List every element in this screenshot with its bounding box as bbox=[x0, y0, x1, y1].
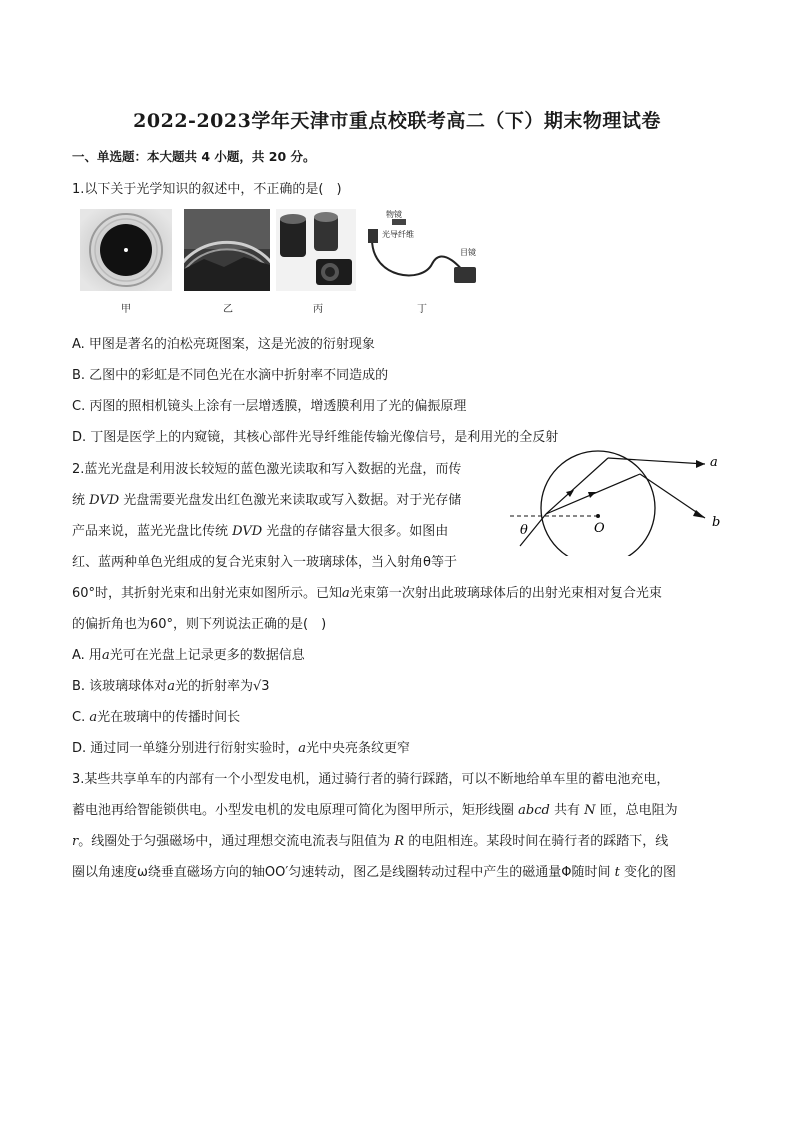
q2-line-1: 2.蓝光光盘是利用波长较短的蓝色激光读取和写入数据的光盘，而传 bbox=[72, 462, 462, 477]
question-1-stem: 1.以下关于光学知识的叙述中，不正确的是( ) bbox=[72, 182, 342, 197]
q2-var: a bbox=[298, 741, 307, 756]
q1-option-c: C. 丙图的照相机镜头上涂有一层增透膜，增透膜利用了光的偏振原理 bbox=[72, 399, 467, 414]
q2-text: 光盘需要光盘发出红色激光来读取或写入数据。对于光存储 bbox=[119, 493, 462, 508]
q3-text: 圈以角速度ω绕垂直磁场方向的轴OO′匀速转动，图乙是线圈转动过程中产生的磁通量Φ随时间 bbox=[72, 865, 615, 880]
q3-line-3 bbox=[72, 830, 722, 849]
q2-option-a bbox=[72, 644, 305, 663]
center-label: O bbox=[594, 521, 605, 536]
q2-text: 产品来说，蓝光光盘比传统 bbox=[72, 524, 233, 539]
poisson-spot-image bbox=[80, 209, 172, 291]
question-1-figures bbox=[78, 209, 480, 313]
q2-line-5 bbox=[72, 582, 662, 601]
q2-line-3 bbox=[72, 520, 448, 539]
q3-text: 共有 bbox=[549, 803, 585, 818]
q2-option-d bbox=[72, 737, 410, 756]
fiber-label: 光导纤维 bbox=[382, 230, 414, 239]
endoscope-image bbox=[362, 209, 480, 291]
q2-text: A. 用 bbox=[72, 648, 102, 663]
q3-text: 的电阻相连。某段时间在骑行者的踩踏下，线 bbox=[404, 834, 669, 849]
ray-b-label: b bbox=[712, 515, 721, 530]
q3-var: t bbox=[614, 865, 620, 880]
page-title: 2022-2023学年天津市重点校联考高二（下）期末物理试卷 bbox=[133, 110, 661, 132]
q3-var: R bbox=[394, 834, 405, 849]
eyepiece-label: 目镜 bbox=[460, 248, 476, 257]
q2-text: C. bbox=[72, 710, 90, 725]
q2-option-b bbox=[72, 675, 270, 694]
q2-text: D. 通过同一单缝分别进行衍射实验时， bbox=[72, 741, 299, 756]
camera-lens-image bbox=[276, 209, 356, 291]
q2-text: 光的折射率为√3 bbox=[174, 679, 270, 694]
caption-ding: 丁 bbox=[417, 304, 427, 315]
q2-text: 光中央亮条纹更窄 bbox=[306, 741, 411, 756]
caption-jia: 甲 bbox=[121, 304, 131, 315]
q3-text: 变化的图 bbox=[619, 865, 677, 880]
q2-text: 统 bbox=[72, 493, 90, 508]
q2-text: 60°时，其折射光束和出射光束如图所示。已知 bbox=[72, 586, 343, 601]
section-heading: 一、单选题：本大题共 4 小题，共 20 分。 bbox=[72, 149, 316, 164]
q3-text: 匝，总电阻为 bbox=[595, 803, 678, 818]
q3-line-4 bbox=[72, 861, 722, 880]
q3-text: 蓄电池再给智能锁供电。小型发电机的发电原理可简化为图甲所示，矩形线圈 bbox=[72, 803, 519, 818]
q3-var: r bbox=[72, 834, 79, 849]
q2-text: 光盘的存储容量大很多。如图由 bbox=[262, 524, 449, 539]
theta-label: θ bbox=[520, 523, 528, 538]
q2-var: DVD bbox=[232, 524, 263, 539]
objective-label: 物镜 bbox=[386, 210, 402, 219]
q2-line-6: 的偏折角也为60°，则下列说法正确的是( ) bbox=[72, 617, 327, 632]
q3-line-1: 3.某些共享单车的内部有一个小型发电机，通过骑行者的骑行踩踏，可以不断地给单车里的蓄电池充电， bbox=[72, 772, 670, 787]
caption-yi: 乙 bbox=[223, 304, 233, 315]
q3-text: 。线圈处于匀强磁场中，通过理想交流电流表与阻值为 bbox=[78, 834, 395, 849]
q2-text: B. 该玻璃球体对 bbox=[72, 679, 168, 694]
q2-var: a bbox=[167, 679, 175, 694]
rainbow-image bbox=[184, 209, 270, 291]
q2-var: DVD bbox=[89, 493, 120, 508]
q2-var: a bbox=[342, 586, 350, 601]
glass-sphere-diagram bbox=[510, 446, 740, 556]
q2-line-4: 红、蓝两种单色光组成的复合光束射入一玻璃球体，当入射角θ等于 bbox=[72, 555, 457, 570]
q2-var: a bbox=[89, 710, 98, 725]
q2-var: a bbox=[101, 648, 110, 663]
q3-line-2 bbox=[72, 799, 722, 818]
q2-text: 光可在光盘上记录更多的数据信息 bbox=[109, 648, 305, 663]
q1-option-b: B. 乙图中的彩虹是不同色光在水滴中折射率不同造成的 bbox=[72, 368, 389, 383]
caption-bing: 丙 bbox=[313, 304, 323, 315]
q2-text: 光束第一次射出此玻璃球体后的出射光束相对复合光束 bbox=[349, 586, 662, 601]
q3-var: N bbox=[584, 803, 596, 818]
q2-line-2 bbox=[72, 489, 461, 508]
q2-option-c bbox=[72, 706, 240, 725]
q3-var: abcd bbox=[518, 803, 550, 818]
q1-option-a: A. 甲图是著名的泊松亮斑图案，这是光波的衍射现象 bbox=[72, 337, 375, 352]
q1-option-d: D. 丁图是医学上的内窥镜，其核心部件光导纤维能传输光像信号，是利用光的全反射 bbox=[72, 430, 559, 445]
ray-a-label: a bbox=[710, 455, 718, 470]
q2-text: 光在玻璃中的传播时间长 bbox=[97, 710, 241, 725]
